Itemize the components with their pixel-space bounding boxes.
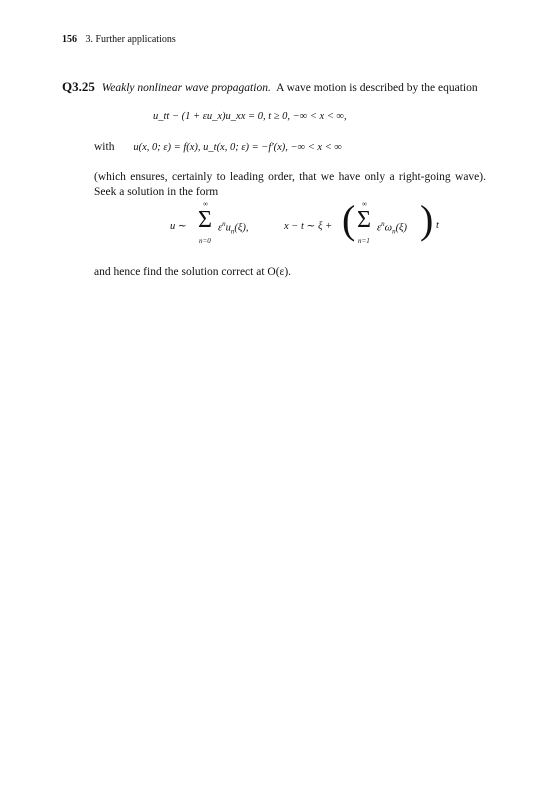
explanation-paragraph: (which ensures, certainly to leading order, that we have only a right-going wave). Seek a solution in the form (94, 171, 486, 198)
question-lead-text: A wave motion is described by the equation (276, 82, 478, 94)
question-heading (62, 80, 486, 95)
initial-conditions: u(x, 0; ε) = f(x), u_t(x, 0; ε) = −f′(x), −∞ < x < ∞ (133, 142, 342, 153)
running-head (62, 34, 176, 45)
series-expansion: u ∼ ∞ Σ n=0 $\varepsilon^nu_n(\xi)$, x − t ∼ ξ + ( ∞ Σ n=1 $\varepsilon^n\omega_n(\xi)$ ) t (170, 197, 439, 245)
pde-equation: u_tt − (1 + εu_x)u_xx = 0, t ≥ 0, −∞ < x < ∞, (153, 111, 347, 122)
section-title: 3. Further applications (85, 34, 176, 45)
page-number: 156 (62, 34, 77, 45)
initial-conditions-row (94, 141, 342, 153)
with-word: with (94, 141, 115, 153)
question-number: Q3.25 (62, 79, 95, 94)
final-instruction: and hence find the solution correct at O(ε). (94, 266, 292, 278)
question-name: Weakly nonlinear wave propagation. (101, 82, 271, 94)
